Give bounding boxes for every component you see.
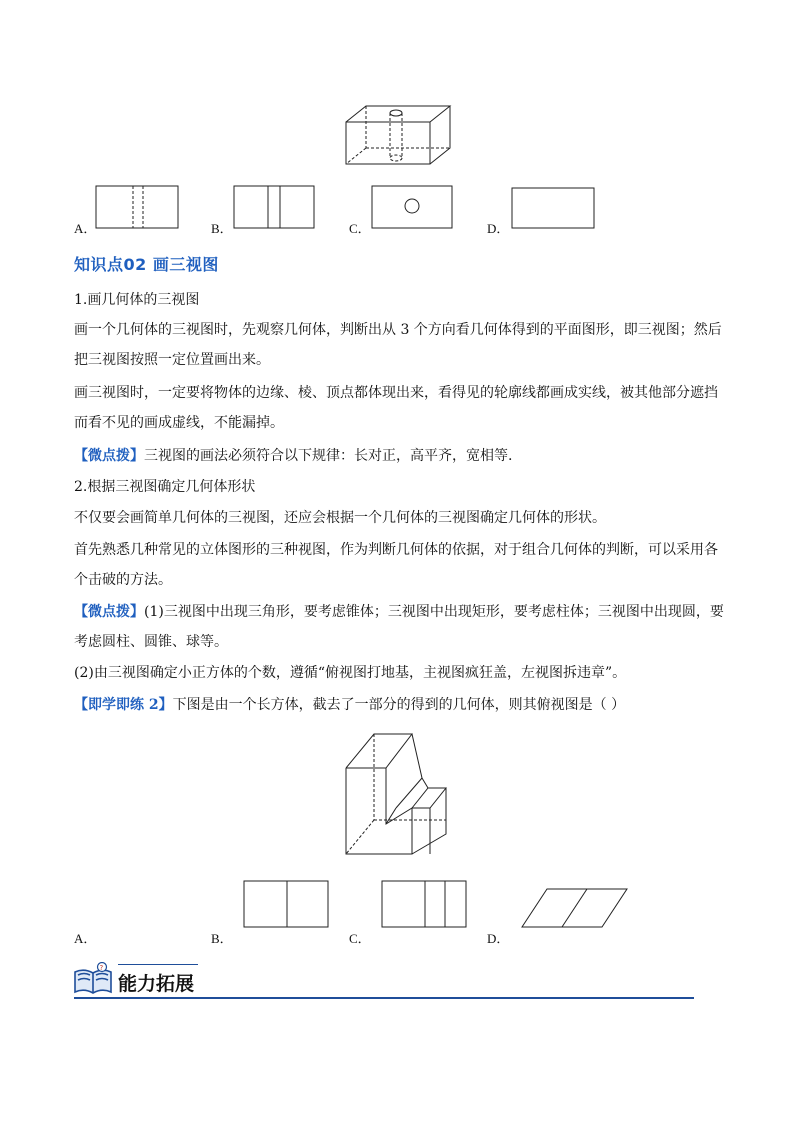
q2-option-c-label: C． bbox=[349, 931, 371, 946]
p1-line1: 画一个几何体的三视图时，先观察几何体，判断出从 3 个方向看几何体得到的平面图形，即三视图；然后 bbox=[74, 322, 722, 338]
practice bbox=[74, 695, 724, 715]
tip1-tag: 【微点拨】 bbox=[74, 448, 144, 464]
practice-tag: 【即学即练 2】 bbox=[74, 697, 173, 713]
cuboid-with-hole-figure bbox=[340, 100, 455, 170]
tip2-line2: 考虑圆柱、圆锥、球等。 bbox=[74, 634, 228, 650]
q2-option-d-figure[interactable] bbox=[520, 888, 630, 930]
p1-title: 1.画几何体的三视图 bbox=[74, 292, 200, 308]
tip1-text: 三视图的画法必须符合以下规律：长对正，高平齐，宽相等. bbox=[144, 448, 513, 464]
tip2-line3: (2)由三视图确定小正方体的个数，遵循“俯视图打地基，主视图疯狂盖，左视图拆违章”。 bbox=[74, 665, 627, 681]
q1-option-c-label: C． bbox=[349, 221, 371, 236]
p2-line1: 画三视图时，一定要将物体的边缘、棱、顶点都体现出来，看得见的轮廓线都画成实线，被其他部分遮挡 bbox=[74, 385, 718, 401]
q1-option-d-label: D． bbox=[487, 221, 510, 236]
section-title-ability: 能力拓展 bbox=[118, 973, 195, 995]
svg-text:?: ? bbox=[99, 964, 104, 972]
q1-option-c-figure[interactable] bbox=[371, 185, 455, 231]
cut-cuboid-figure bbox=[340, 728, 456, 860]
q2-option-d-label: D． bbox=[487, 931, 510, 946]
q1-option-a-label: A． bbox=[74, 221, 97, 236]
section-rule bbox=[74, 997, 694, 999]
q2-option-b-figure[interactable] bbox=[243, 880, 331, 930]
p3-line1: 不仅要会画简单几何体的三视图，还应会根据一个几何体的三视图确定几何体的形状。 bbox=[74, 510, 606, 526]
tip2-tag: 【微点拨】 bbox=[74, 604, 144, 620]
tip1 bbox=[74, 446, 724, 466]
tip2-line1: (1)三视图中出现三角形，要考虑锥体；三视图中出现矩形，要考虑柱体；三视图中出现圆，要 bbox=[144, 604, 724, 620]
q2-option-a-label: A． bbox=[74, 931, 97, 946]
q1-option-b-figure[interactable] bbox=[233, 185, 317, 231]
q1-option-b-label: B． bbox=[211, 221, 233, 236]
practice-text: 下图是由一个长方体，截去了一部分的得到的几何体，则其俯视图是（ ） bbox=[172, 697, 626, 713]
section-top-rule bbox=[118, 964, 198, 965]
section-heading: 知识点02 画三视图 bbox=[74, 255, 219, 274]
p4-line2: 个击破的方法。 bbox=[74, 572, 172, 588]
p1-line2: 把三视图按照一定位置画出来。 bbox=[74, 352, 270, 368]
p4-line1: 首先熟悉几种常见的立体图形的三种视图，作为判断几何体的依据，对于组合几何体的判断，可以采用各 bbox=[74, 542, 718, 558]
q1-option-a-figure[interactable] bbox=[95, 185, 181, 231]
book-icon bbox=[72, 962, 114, 996]
p3-title: 2.根据三视图确定几何体形状 bbox=[74, 479, 256, 495]
tip2 bbox=[74, 602, 724, 622]
q2-option-c-figure[interactable] bbox=[381, 880, 469, 930]
q1-option-d-figure[interactable] bbox=[511, 187, 597, 231]
p2-line2: 而看不见的画成虚线，不能漏掉。 bbox=[74, 415, 284, 431]
q2-option-b-label: B． bbox=[211, 931, 233, 946]
